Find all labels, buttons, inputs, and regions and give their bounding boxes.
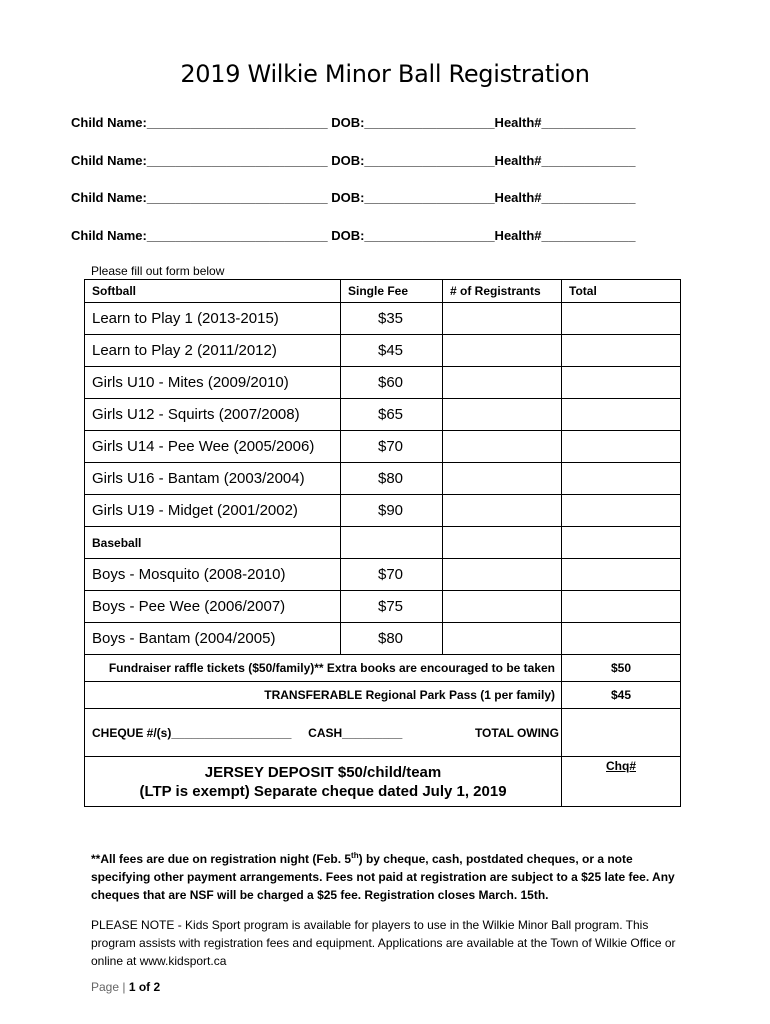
division-fee: $60 <box>341 367 443 399</box>
division-name: Girls U12 - Squirts (2007/2008) <box>85 399 341 431</box>
division-name: Girls U10 - Mites (2009/2010) <box>85 367 341 399</box>
total-owing-cell[interactable] <box>562 709 681 757</box>
total-cell[interactable] <box>562 591 681 623</box>
child-info-row-2[interactable]: Child Name:_________________________ DOB:__________________Health#_____________ <box>71 153 636 168</box>
header-total: Total <box>562 280 681 303</box>
kidsport-note: PLEASE NOTE - Kids Sport program is available for players to use in the Wilkie Minor Ball program. This program assists with registration fees and equipment. Applications are available at the Town of Wilkie Office or online at www.kidsport.ca <box>91 918 676 968</box>
total-cell[interactable] <box>562 431 681 463</box>
division-fee: $70 <box>341 559 443 591</box>
total-cell[interactable] <box>562 527 681 559</box>
division-fee: $80 <box>341 623 443 655</box>
total-cell[interactable] <box>562 335 681 367</box>
registrants-cell[interactable] <box>443 591 562 623</box>
registrants-cell[interactable] <box>443 303 562 335</box>
child-info-row-1[interactable]: Child Name:_________________________ DOB:__________________Health#_____________ <box>71 115 636 130</box>
cash-field[interactable]: CASH_________ <box>308 725 403 740</box>
table-row <box>85 495 681 527</box>
total-cell[interactable] <box>562 367 681 399</box>
registrants-cell[interactable] <box>443 527 562 559</box>
division-fee: $65 <box>341 399 443 431</box>
header-softball: Softball <box>85 280 341 303</box>
park-pass-label: TRANSFERABLE Regional Park Pass (1 per family) <box>85 682 562 709</box>
total-cell[interactable] <box>562 399 681 431</box>
deposit-line-1: JERSEY DEPOSIT $50/child/team <box>204 763 442 781</box>
table-row <box>85 559 681 591</box>
total-cell[interactable] <box>562 303 681 335</box>
division-fee: $35 <box>341 303 443 335</box>
division-fee: $75 <box>341 591 443 623</box>
page-number: 1 of 2 <box>128 980 161 994</box>
registrants-cell[interactable] <box>443 399 562 431</box>
registrants-cell[interactable] <box>443 559 562 591</box>
child-info-row-3[interactable]: Child Name:_________________________ DOB:__________________Health#_____________ <box>71 190 636 205</box>
header-registrants: # of Registrants <box>443 280 562 303</box>
division-fee: $70 <box>341 431 443 463</box>
division-fee: $45 <box>341 335 443 367</box>
total-cell[interactable] <box>562 559 681 591</box>
chq-label: Chq# <box>606 759 636 773</box>
raffle-row <box>85 655 681 682</box>
total-owing-label: TOTAL OWING <box>474 725 559 740</box>
table-row <box>85 591 681 623</box>
registrants-cell[interactable] <box>443 367 562 399</box>
table-row <box>85 463 681 495</box>
division-name: Boys - Mosquito (2008-2010) <box>85 559 341 591</box>
division-fee: $90 <box>341 495 443 527</box>
division-name: Learn to Play 1 (2013-2015) <box>85 303 341 335</box>
registrants-cell[interactable] <box>443 431 562 463</box>
division-name: Girls U19 - Midget (2001/2002) <box>85 495 341 527</box>
table-row <box>85 367 681 399</box>
child-info-row-4[interactable]: Child Name:_________________________ DOB:__________________Health#_____________ <box>71 228 636 243</box>
page-label: Page | <box>91 980 129 994</box>
division-name: Boys - Pee Wee (2006/2007) <box>85 591 341 623</box>
payment-cell <box>85 709 562 757</box>
header-single-fee: Single Fee <box>341 280 443 303</box>
total-cell[interactable] <box>562 623 681 655</box>
registrants-cell[interactable] <box>443 495 562 527</box>
table-row <box>85 335 681 367</box>
payment-row <box>85 709 681 757</box>
registrants-cell[interactable] <box>443 623 562 655</box>
baseball-section-row <box>85 527 681 559</box>
deposit-row <box>85 757 681 807</box>
division-name: Learn to Play 2 (2011/2012) <box>85 335 341 367</box>
total-cell[interactable] <box>562 463 681 495</box>
table-row <box>85 399 681 431</box>
registrants-cell[interactable] <box>443 463 562 495</box>
raffle-fee: $50 <box>562 655 681 682</box>
division-name: Girls U14 - Pee Wee (2005/2006) <box>85 431 341 463</box>
table-row <box>85 303 681 335</box>
fee-table <box>84 279 681 807</box>
instruction-text: Please fill out form below <box>91 264 225 278</box>
baseball-label: Baseball <box>85 527 341 559</box>
chq-cell[interactable] <box>562 757 681 807</box>
cheque-field[interactable]: CHEQUE #/(s)__________________ <box>92 725 292 740</box>
park-pass-fee: $45 <box>562 682 681 709</box>
fees-due-note: **All fees are due on registration night (Feb. 5th) by cheque, cash, postdated cheques, or a note specifying other payment arrangements. Fees not paid at registration are subject to a $25 late fee. Any cheques that are NSF will be charged a $25 fee. Registration closes March. 15th. <box>91 851 675 902</box>
table-row <box>85 431 681 463</box>
deposit-line-2: (LTP is exempt) Separate cheque dated July 1, 2019 <box>139 782 507 800</box>
total-cell[interactable] <box>562 495 681 527</box>
raffle-label: Fundraiser raffle tickets ($50/family)** Extra books are encouraged to be taken <box>85 655 562 682</box>
division-fee: $80 <box>341 463 443 495</box>
division-name: Boys - Bantam (2004/2005) <box>85 623 341 655</box>
registrants-cell[interactable] <box>443 335 562 367</box>
table-header-row <box>85 280 681 303</box>
park-pass-row <box>85 682 681 709</box>
jersey-deposit-box <box>85 757 562 807</box>
division-name: Girls U16 - Bantam (2003/2004) <box>85 463 341 495</box>
page-footer <box>91 980 160 994</box>
table-row <box>85 623 681 655</box>
page-title: 2019 Wilkie Minor Ball Registration <box>180 60 590 88</box>
